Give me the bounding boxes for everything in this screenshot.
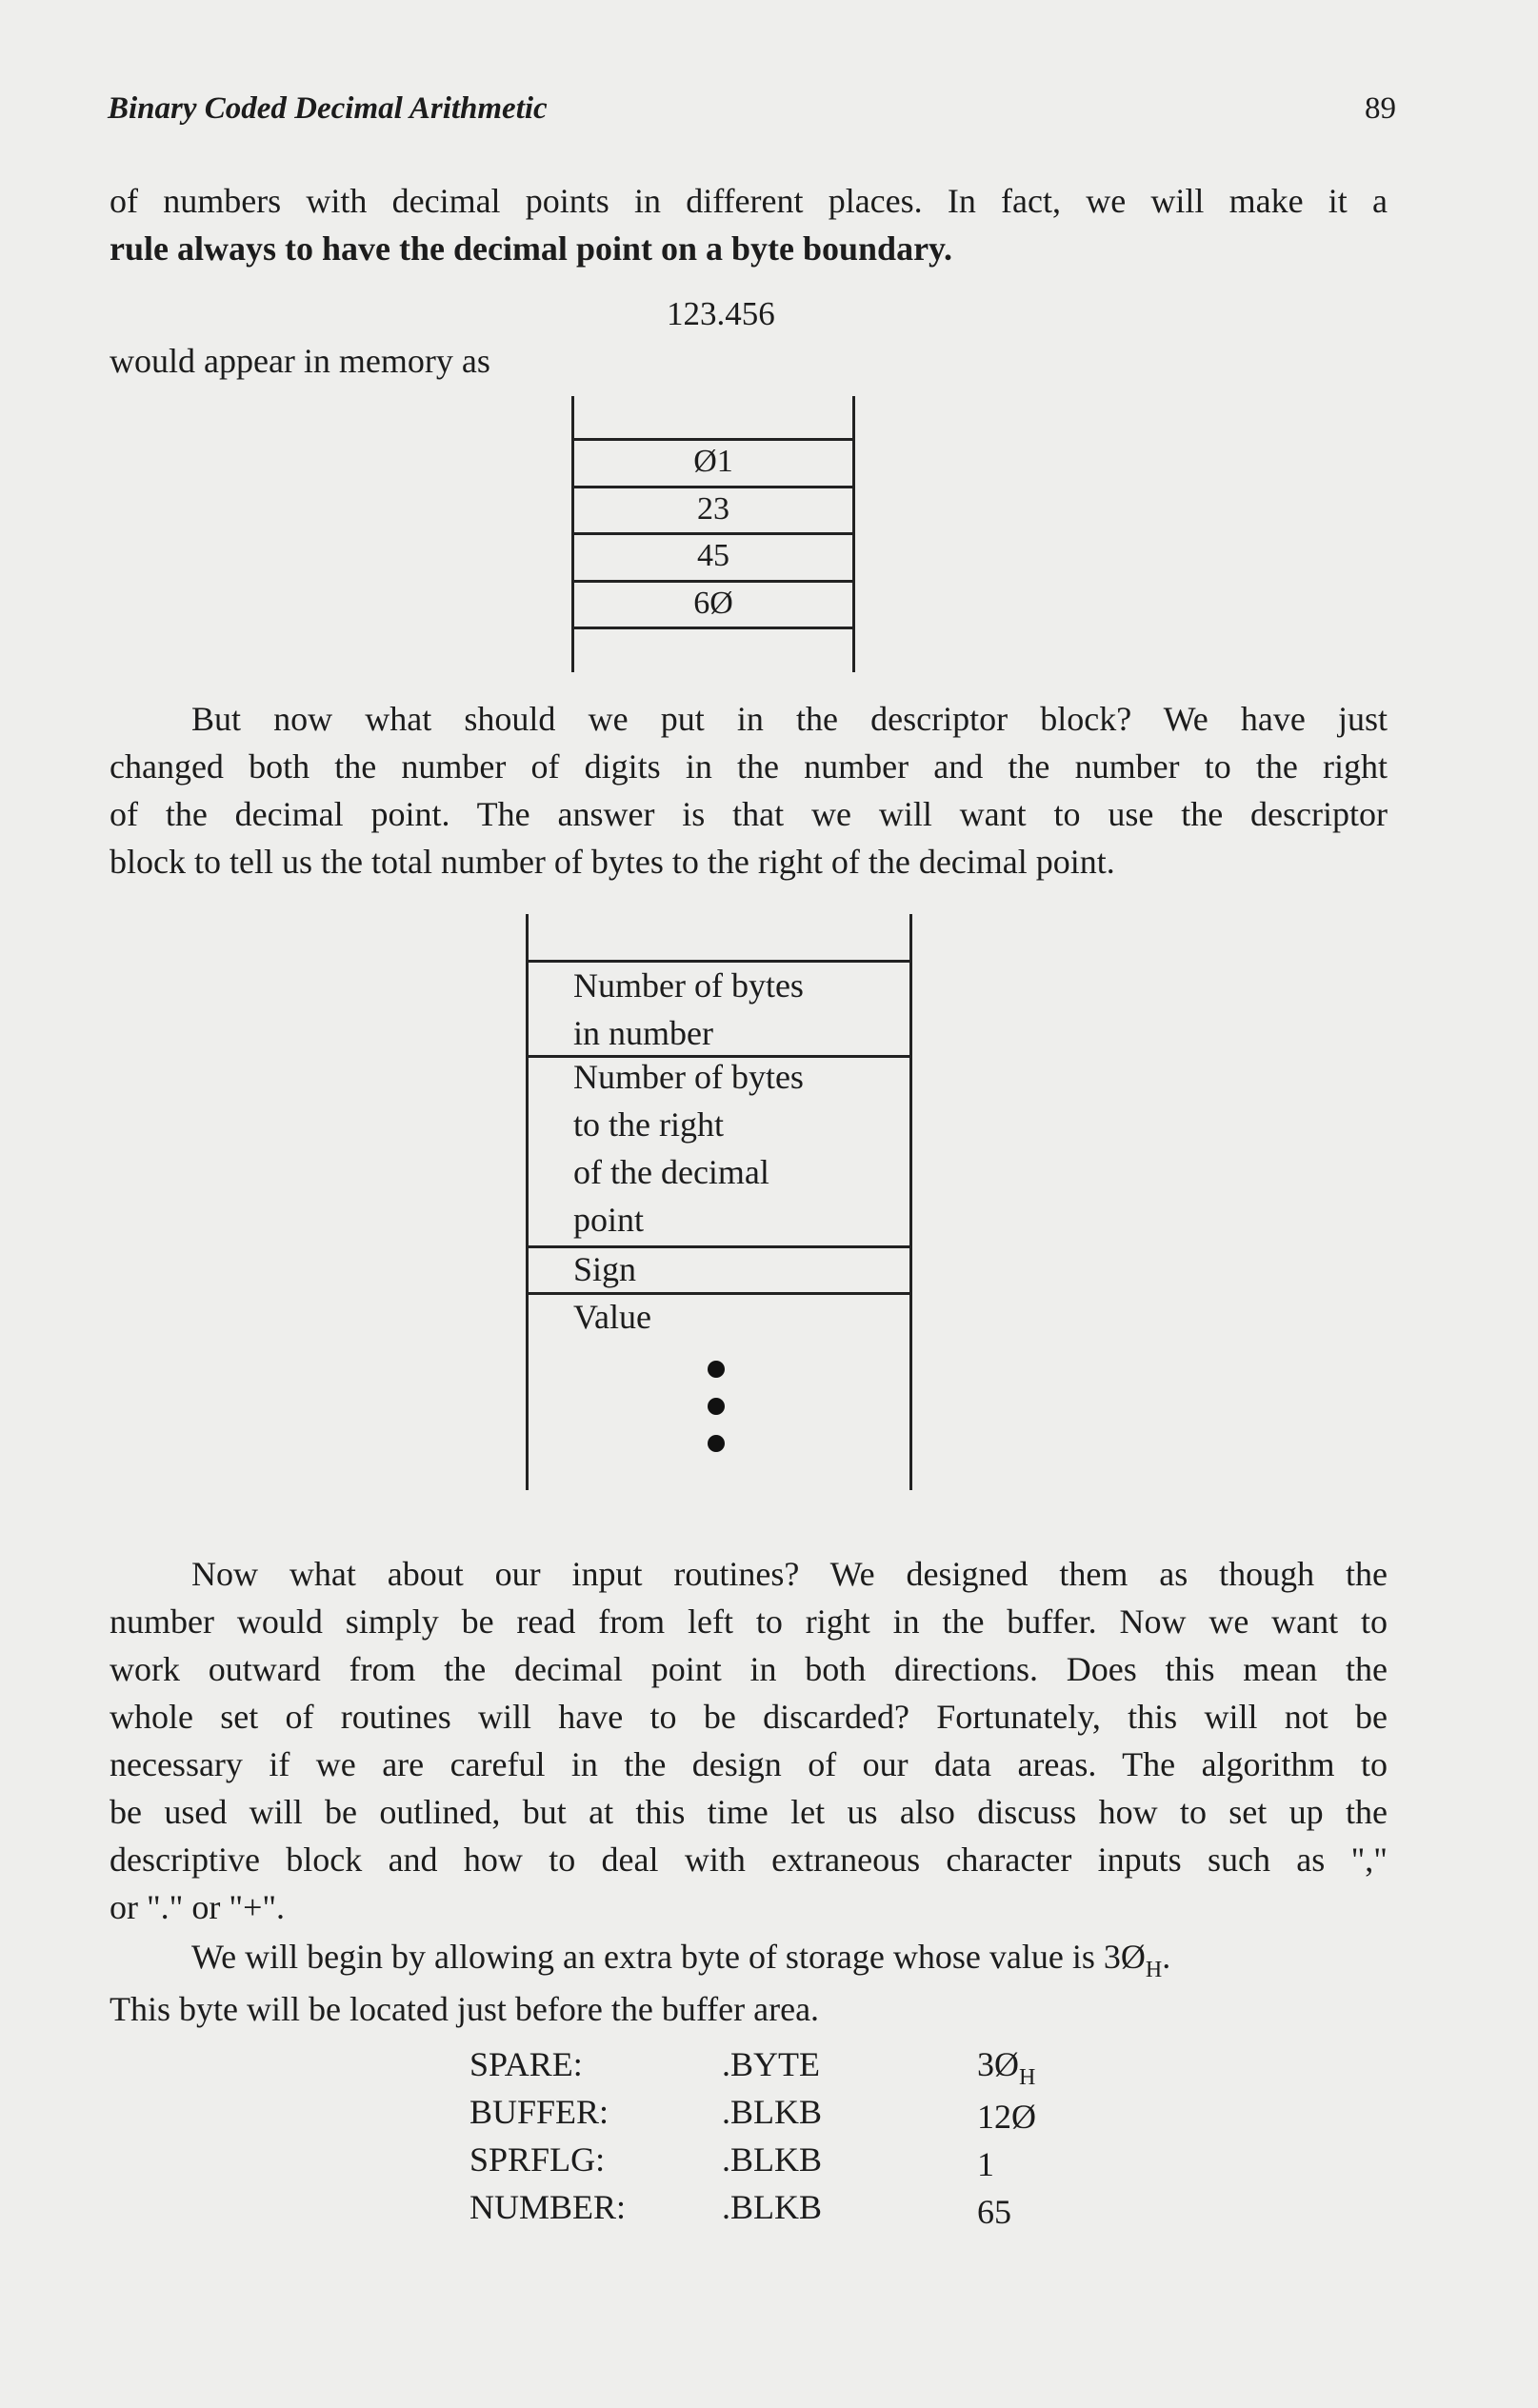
paragraph-4-line-1 [110, 1933, 1388, 1985]
descriptor-cell-scale [573, 1053, 804, 1244]
memory-divider [571, 438, 855, 441]
descriptor-cell-sign-text: Sign [573, 1250, 637, 1288]
memory-divider [571, 486, 855, 488]
code-value-row [977, 2040, 1036, 2093]
continuation-dot [708, 1398, 725, 1415]
memory-divider [571, 580, 855, 583]
paragraph-3-line-2: number would simply be read from left to right in the buffer. Now we want to [110, 1602, 1388, 1641]
continuation-dot [708, 1435, 725, 1452]
paragraph-3-line-7: descriptive block and how to deal with extraneous character inputs such as "," [110, 1841, 1388, 1879]
paragraph-4-line-2: This byte will be located just before the buffer area. [110, 1990, 820, 2028]
hex-subscript: H [1145, 1958, 1163, 1982]
paragraph-2-line-1: But now what should we put in the descriptor block? We have just [191, 700, 1388, 738]
code-value: 12Ø [977, 2098, 1036, 2136]
paragraph-4-line-1-period: . [1162, 1938, 1171, 1976]
paragraph-2-line-3: of the decimal point. The answer is that we will want to use the descriptor [110, 795, 1388, 833]
code-directive: .BYTE [722, 2045, 820, 2083]
descriptor-cell-value-text: Value [573, 1298, 651, 1336]
paragraph-4-line-1-text: We will begin by allowing an extra byte of storage whose value is 3Ø [191, 1938, 1146, 1976]
descriptor-cell-scale-text: point [573, 1201, 645, 1239]
paragraph-3-line-8: or "." or "+". [110, 1888, 286, 1926]
page-number: 89 [1365, 91, 1396, 126]
code-directive: .BLKB [722, 2188, 823, 2226]
code-value: 3Ø [977, 2045, 1019, 2083]
paragraph-2 [110, 695, 1388, 886]
code-value-row [977, 2188, 1036, 2236]
example-number: 123.456 [667, 295, 775, 332]
code-value: 65 [977, 2193, 1011, 2231]
paragraph-2-line-2: changed both the number of digits in the number and the number to the right [110, 747, 1388, 786]
paragraph-3-line-3: work outward from the decimal point in both directions. Does this mean the [110, 1650, 1388, 1688]
continuation-dot [708, 1361, 725, 1378]
paragraph-1 [110, 177, 1388, 272]
paragraph-3-line-1: Now what about our input routines? We designed them as though the [191, 1555, 1388, 1593]
descriptor-cell-length-text: in number [573, 1014, 713, 1052]
code-labels-column [469, 2040, 626, 2231]
descriptor-right-border [909, 914, 912, 1490]
code-value-row [977, 2140, 1036, 2188]
paragraph-3-line-6: be used will be outlined, but at this time let us also discuss how to set up the [110, 1793, 1388, 1831]
code-directive: .BLKB [722, 2093, 823, 2131]
memory-divider [571, 627, 855, 629]
memory-caption: would appear in memory as [110, 342, 490, 380]
descriptor-cell-scale-text: Number of bytes [573, 1058, 804, 1096]
code-label: BUFFER: [469, 2093, 609, 2131]
code-value: 1 [977, 2145, 994, 2183]
paragraph-3-line-4: whole set of routines will have to be discarded? Fortunately, this will not be [110, 1698, 1388, 1736]
code-values-column [977, 2040, 1036, 2236]
code-label: SPRFLG: [469, 2140, 606, 2179]
memory-byte-3: 45 [697, 538, 729, 573]
code-directive: .BLKB [722, 2140, 823, 2179]
descriptor-cell-length-text: Number of bytes [573, 966, 804, 1005]
descriptor-left-border [526, 914, 529, 1490]
memory-layout-diagram [571, 396, 855, 672]
descriptor-cell-scale-text: to the right [573, 1105, 724, 1144]
descriptor-cell-value [573, 1293, 651, 1341]
hex-subscript: H [1019, 2065, 1036, 2090]
descriptor-block-diagram [526, 914, 912, 1490]
code-label: NUMBER: [469, 2188, 627, 2226]
paragraph-4 [110, 1933, 1388, 2033]
code-directives-column [722, 2040, 822, 2231]
paragraph-2-line-4: block to tell us the total number of bytes to the right of the decimal point. [110, 843, 1115, 881]
descriptor-cell-scale-text: of the decimal [573, 1153, 769, 1191]
memory-byte-1: Ø1 [693, 444, 733, 479]
paragraph-3-line-5: necessary if we are careful in the design of our data areas. The algorithm to [110, 1745, 1388, 1783]
paragraph-1-rule-sentence: rule always to have the decimal point on a byte boundary. [110, 229, 953, 268]
descriptor-cell-sign [573, 1245, 636, 1293]
descriptor-cell-length [573, 962, 804, 1057]
paragraph-3 [110, 1550, 1388, 1931]
running-header-title: Binary Coded Decimal Arithmetic [108, 91, 548, 126]
memory-byte-2: 23 [697, 491, 729, 527]
paragraph-1-line-1: of numbers with decimal points in different places. In fact, we will make it a [110, 182, 1388, 220]
memory-divider [571, 532, 855, 535]
code-value-row [977, 2093, 1036, 2140]
memory-byte-4: 6Ø [693, 586, 733, 621]
code-label: SPARE: [469, 2045, 583, 2083]
